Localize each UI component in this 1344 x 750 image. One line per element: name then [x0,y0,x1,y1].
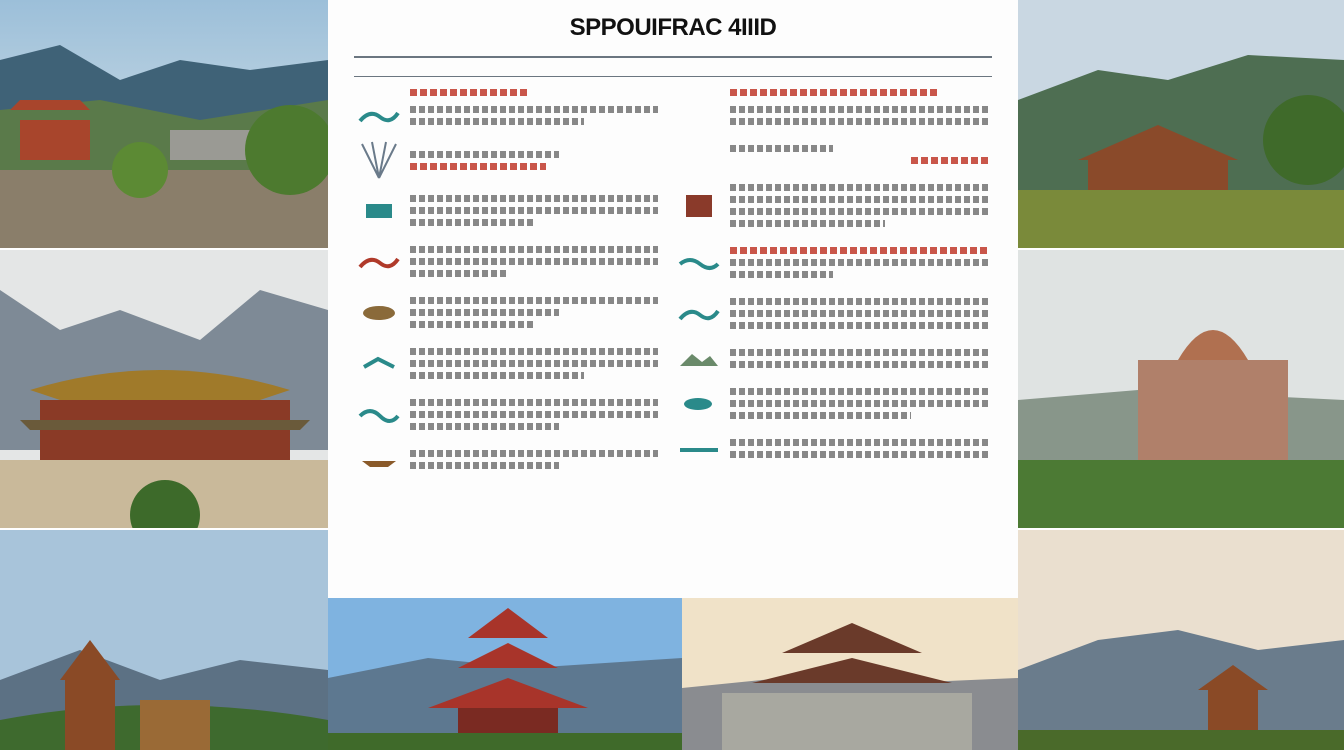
text-line [410,151,559,158]
text-line [410,309,559,316]
bird-icon [358,353,400,375]
text-line [410,163,546,170]
landscape-photo-domed-temple [1018,250,1344,528]
text-line [730,361,988,368]
landscape-photo-monastery-valley [1018,0,1344,248]
text-line [730,106,988,113]
text-line [410,450,658,457]
text-line [730,259,988,266]
text-line [410,399,658,406]
fish-icon [678,393,720,415]
text-line [410,423,559,430]
peacock-icon [358,140,400,180]
text-line [410,219,534,226]
figure-icon [678,191,720,221]
text-line [730,310,988,317]
text-line [730,412,911,419]
text-line [911,157,988,164]
landscape-photo-pagoda-forest [0,530,328,750]
text-line [730,388,988,395]
left-column [358,84,658,484]
text-line [730,145,833,152]
list-item [678,242,988,283]
text-line [730,208,988,215]
list-item [678,383,988,424]
travel-guide-poster [328,0,1018,598]
list-item [358,190,658,231]
boat-icon [358,449,400,471]
landscape-photo-red-pagoda [328,598,682,750]
text-line [730,247,988,254]
text-line [410,360,658,367]
list-item [358,445,658,474]
text-line [410,348,658,355]
dragon-icon [358,105,400,127]
section-heading [410,89,530,96]
section-heading [730,89,940,96]
text-line [410,411,658,418]
list-item [678,434,988,463]
text-line [410,246,658,253]
text-line [730,118,988,125]
divider [354,56,992,58]
text-line [410,297,658,304]
text-line [410,106,658,113]
text-line [730,271,833,278]
dragon-red-icon [358,251,400,273]
divider [354,76,992,77]
text-line [730,439,988,446]
text-line [410,195,658,202]
list-item [358,101,658,130]
text-line [410,462,559,469]
right-column [678,84,988,473]
list-item [358,343,658,384]
landscape-icon [678,348,720,370]
text-line [410,118,584,125]
list-item [358,140,658,180]
ornament-icon [358,200,400,222]
list-item [358,394,658,435]
text-line [730,196,988,203]
serpent-icon [358,404,400,426]
list-item [358,292,658,333]
wave-icon [678,438,720,460]
landscape-photo-mountain-shrine [1018,530,1344,750]
text-line [730,322,988,329]
list-item [678,344,988,373]
landscape-photo-temple-sunset [682,598,1018,750]
text-line [410,372,584,379]
text-line [410,258,658,265]
text-line [730,349,988,356]
text-line [730,451,988,458]
list-item [678,140,988,169]
poster-title: SPPOUIFRAC 4IIID [569,14,777,41]
wave-icon [678,252,720,274]
dragon-icon [678,303,720,325]
text-line [730,400,988,407]
lion-icon [358,302,400,324]
text-line [410,270,509,277]
landscape-photo-temple-hillside [0,0,328,248]
list-item [678,179,988,232]
list-item [678,101,988,130]
list-item [678,293,988,334]
text-line [730,220,885,227]
text-line [730,184,988,191]
list-item [358,241,658,282]
landscape-photo-palace-mountains [0,250,328,528]
text-line [410,321,534,328]
text-line [410,207,658,214]
text-line [730,298,988,305]
